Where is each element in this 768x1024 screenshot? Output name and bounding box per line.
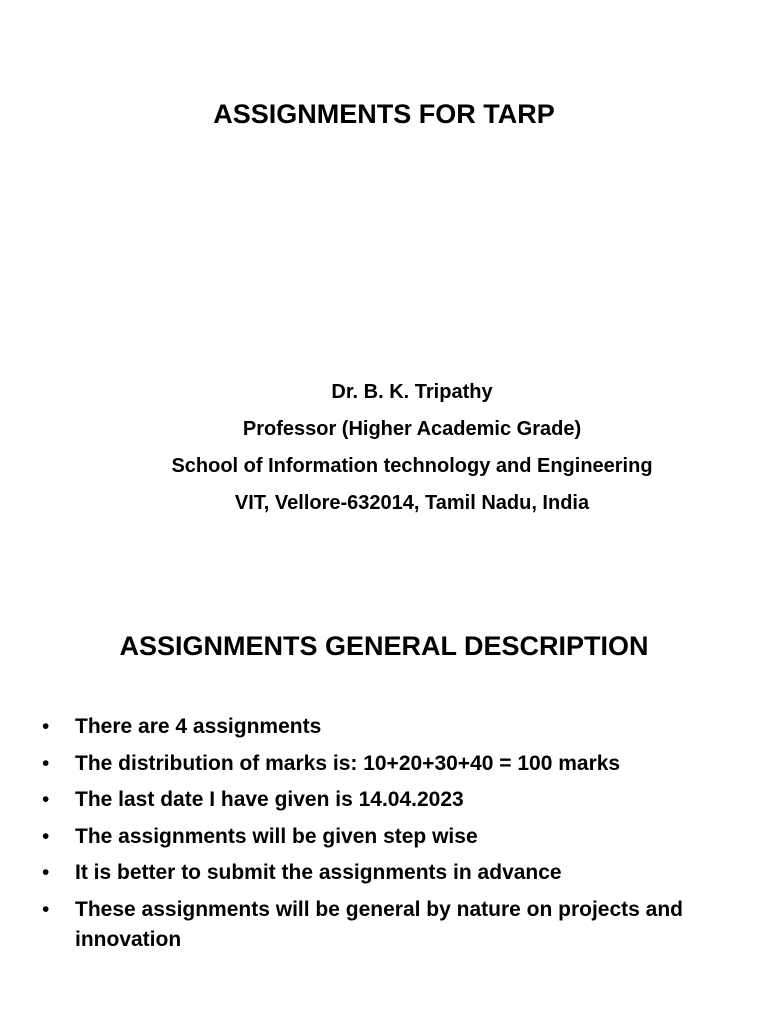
- bullet-text: These assignments will be general by nature on projects and innovation: [75, 897, 683, 951]
- bullet-text: It is better to submit the assignments in advance: [75, 861, 562, 884]
- bullet-text: The last date I have given is 14.04.2023: [75, 788, 464, 811]
- list-item: [42, 712, 742, 742]
- bullet-icon: •: [42, 897, 50, 921]
- bullet-icon: •: [42, 788, 50, 811]
- slide-title: ASSIGNMENTS FOR TARP: [213, 99, 555, 129]
- description-slide: [0, 600, 768, 1024]
- bullet-list: [42, 712, 742, 961]
- bullet-icon: •: [42, 715, 50, 738]
- author-name: Dr. B. K. Tripathy: [331, 381, 493, 403]
- list-item: [42, 858, 742, 888]
- bullet-text: There are 4 assignments: [75, 715, 322, 738]
- bullet-text: The distribution of marks is: 10+20+30+40 = 100 marks: [75, 751, 621, 775]
- list-item: [42, 749, 742, 779]
- author-institution: VIT, Vellore-632014, Tamil Nadu, India: [234, 492, 590, 514]
- author-school: School of Information technology and Engineering: [171, 455, 653, 477]
- list-item: [42, 822, 742, 852]
- author-designation: Professor (Higher Academic Grade): [242, 418, 582, 440]
- list-item: [42, 785, 742, 815]
- bullet-icon: •: [42, 751, 50, 775]
- bullet-text: The assignments will be given step wise: [75, 824, 478, 848]
- slide-title: ASSIGNMENTS GENERAL DESCRIPTION: [119, 631, 649, 661]
- bullet-icon: •: [42, 824, 50, 848]
- author-info: [0, 374, 768, 522]
- list-item: [42, 895, 742, 955]
- bullet-icon: •: [42, 861, 50, 884]
